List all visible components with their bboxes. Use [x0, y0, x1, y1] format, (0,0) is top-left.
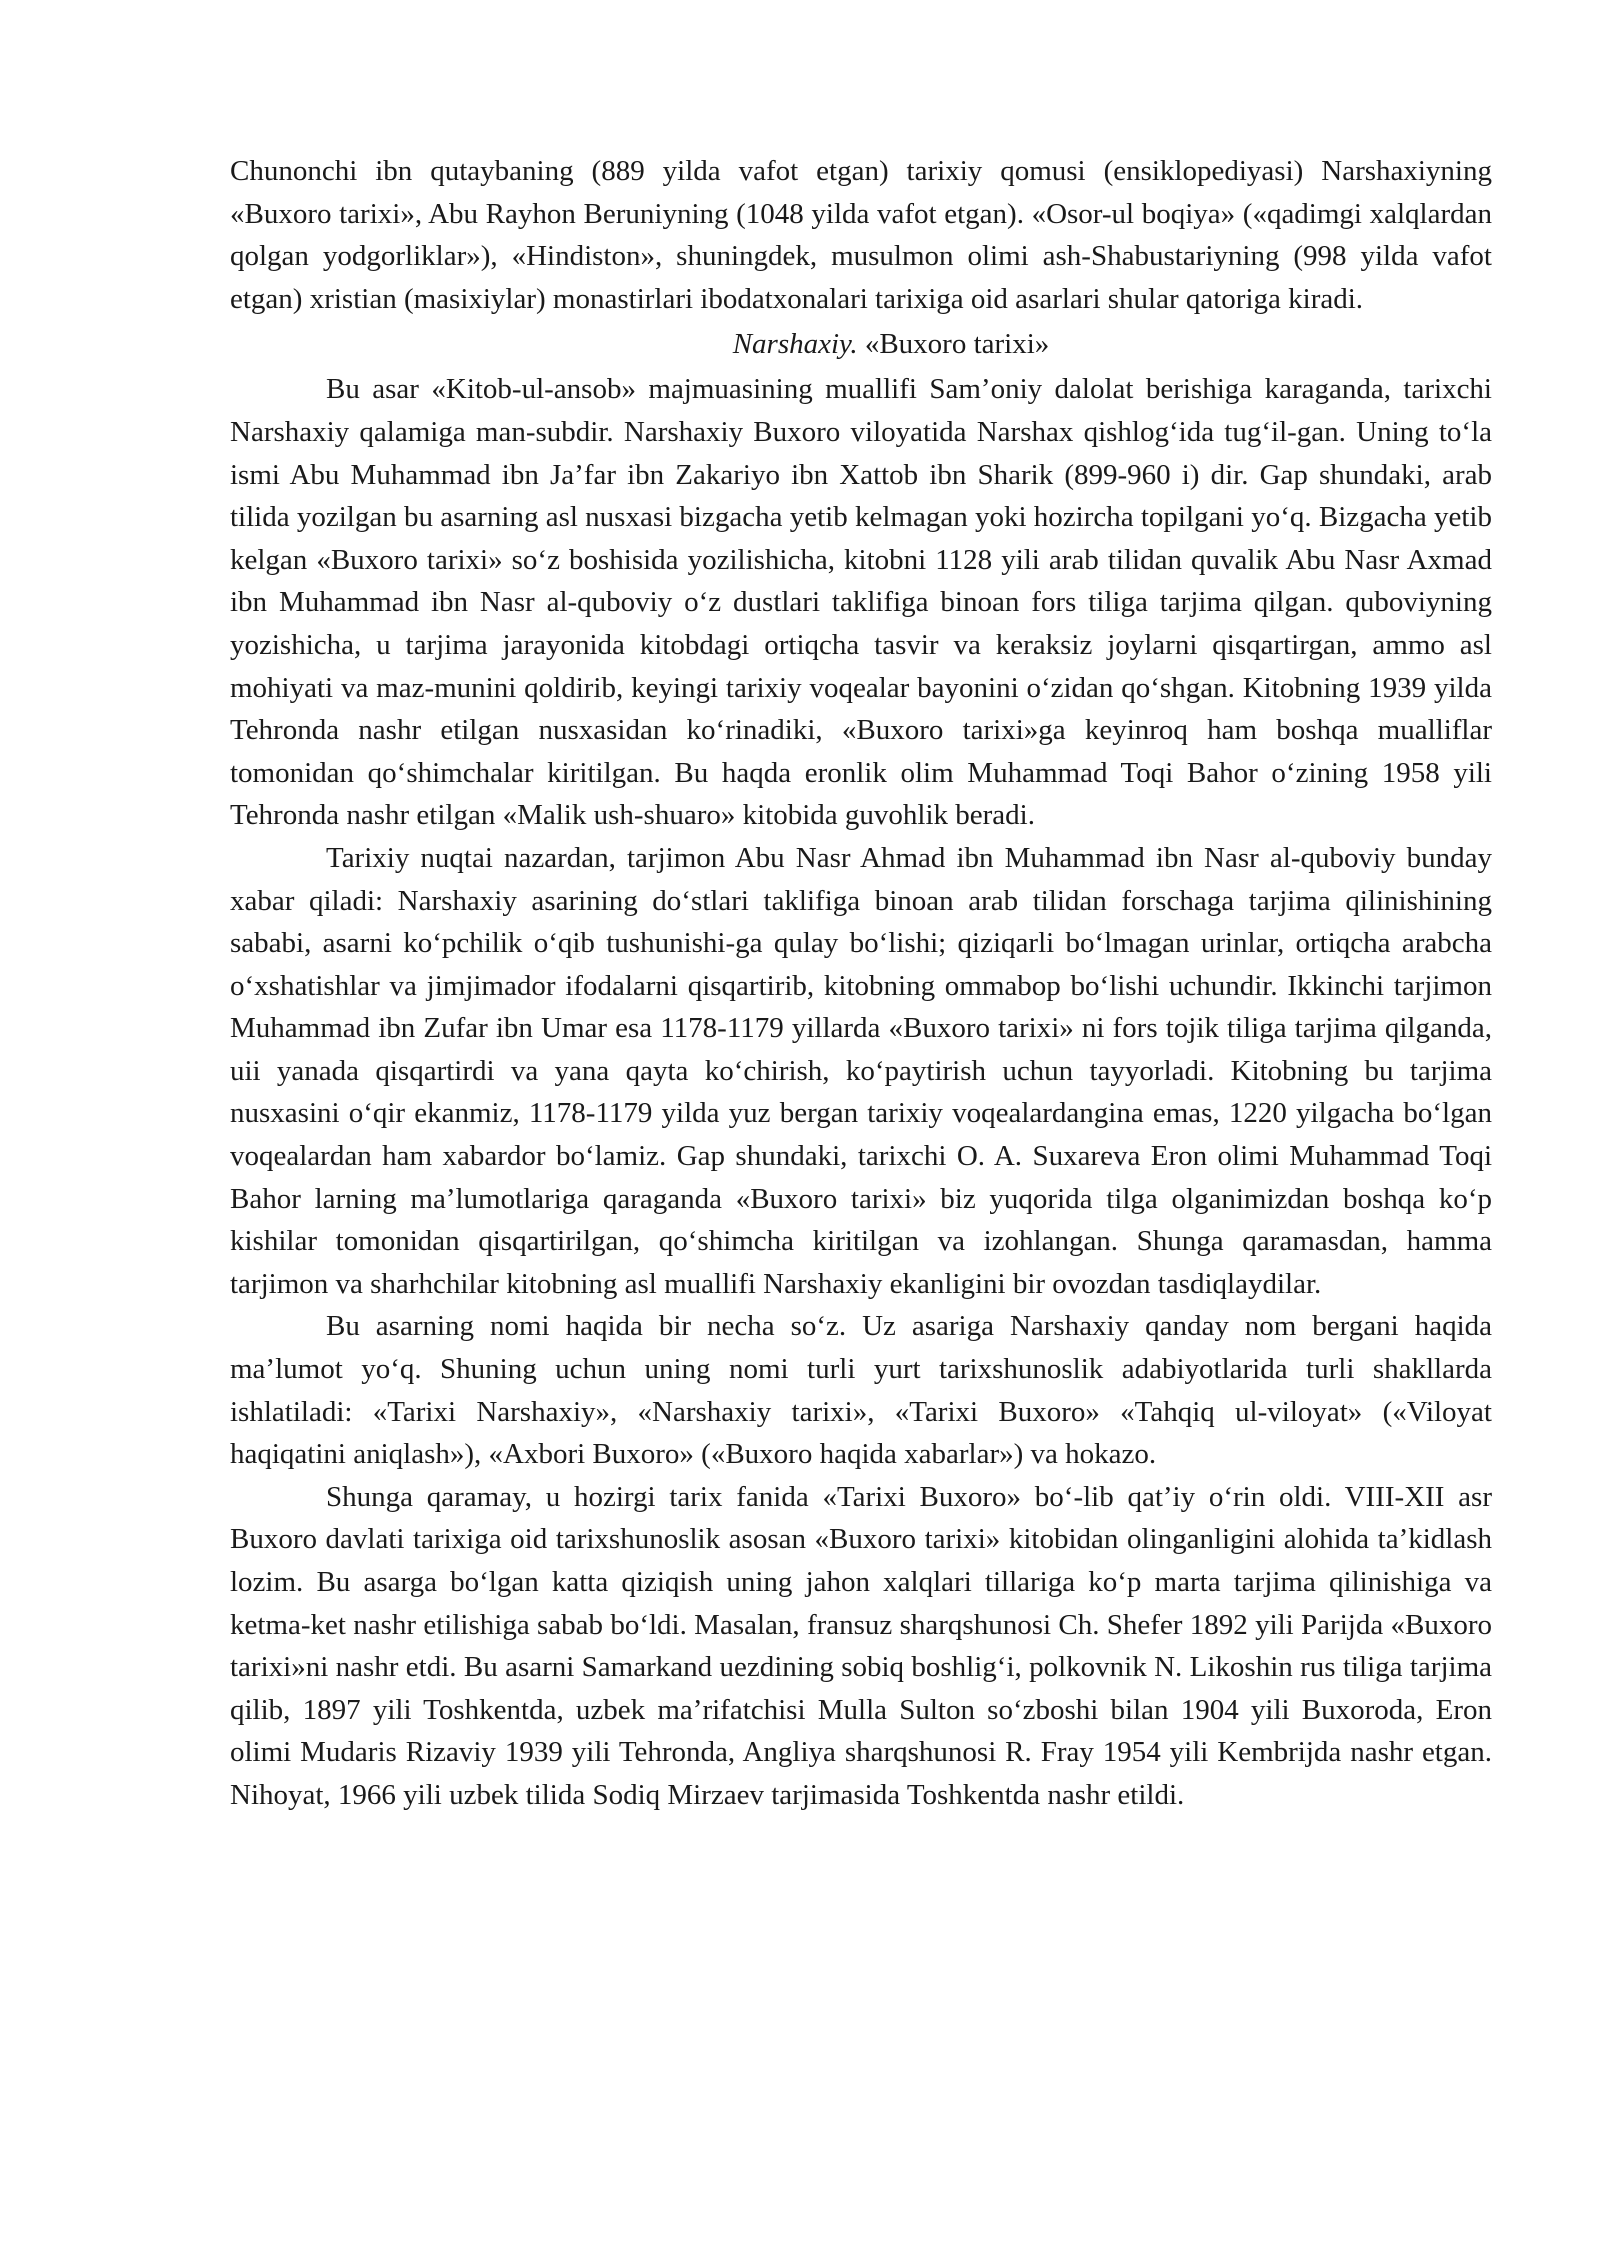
heading-title: «Buxoro tarixi»: [857, 328, 1050, 361]
intro-paragraph: Chunonchi ibn qutaybaning (889 yilda vafot etgan) tarixiy qomusi (ensiklopediyasi) Narshaxiyning «Buxoro tarixi», Abu Rayhon Beruniyning (1048 yilda vafot etgan). «Osor-ul boqiya» («qadimgi xalqlardan qolgan yodgorliklar»), «Hindiston», shuningdek, musulmon olimi ash-Shabustariyning (998 yilda vafot etgan) xristian (masixiylar) monastirlari ibodatxonalari tarixiga oid asarlari shular qatoriga kiradi.: [230, 155, 1492, 315]
document-page: [230, 150, 1492, 1817]
body-paragraph-4: Shunga qaramay, u hozirgi tarix fanida «Tarixi Buxoro» bo‘-lib qat’iy o‘rin oldi. VIII-XII asr Buxoro davlati tarixiga oid tarixshunoslik asosan «Buxoro tarixi» kitobidan olinganligini alohida ta’kidlash lozim. Bu asarga bo‘lgan katta qiziqish uning jahon xalqlari tillariga ko‘p marta tarjima qilinishiga va ketma-ket nashr etilishiga sabab bo‘ldi. Masalan, fransuz sharqshunosi Ch. Shefer 1892 yili Parijda «Buxoro tarixi»ni nashr etdi. Bu asarni Samarkand uezdining sobiq boshlig‘i, polkovnik N. Likoshin rus tiliga tarjima qilib, 1897 yili Toshkentda, uzbek ma’rifatchisi Mulla Sulton so‘zboshi bilan 1904 yili Buxoroda, Eron olimi Mudaris Rizaviy 1939 yili Tehronda, Angliya sharqshunosi R. Fray 1954 yili Kembrijda nashr etgan. Nihoyat, 1966 yili uzbek tilida Sodiq Mirzaev tarjimasida Toshkentda nashr etildi.: [230, 1480, 1492, 1811]
body-paragraph-3: Bu asarning nomi haqida bir necha so‘z. Uz asariga Narshaxiy qanday nom bergani haqida ma’lumot yo‘q. Shuning uchun uning nomi turli yurt tarixshunoslik adabiyotlarida turli shakllarda ishlatiladi: «Tarixi Narshaxiy», «Narshaxiy tarixi», «Tarixi Buxoro» «Tahqiq ul-viloyat» («Viloyat haqiqatini aniqlash»), «Axbori Buxoro» («Buxoro haqida xabarlar») va hokazo.: [230, 1310, 1492, 1471]
body-paragraph-1: Bu asar «Kitob-ul-ansob» majmuasining muallifi Sam’oniy dalolat berishiga karaganda, tarixchi Narshaxiy qalamiga man-subdir. Narshaxiy Buxoro viloyatida Narshax qishlog‘ida tug‘il-gan. Uning to‘la ismi Abu Muhammad ibn Ja’far ibn Zakariyo ibn Xattob ibn Sharik (899-960 i) dir. Gap shundaki, arab tilida yozilgan bu asarning asl nusxasi bizgacha yetib kelmagan yoki hozircha topilgani yo‘q. Bizgacha yetib kelgan «Buxoro tarixi» so‘z boshisida yozilishicha, kitobni 1128 yili arab tilidan quvalik Abu Nasr Axmad ibn Muhammad ibn Nasr al-quboviy o‘z dustlari taklifiga binoan fors tiliga tarjima qilgan. quboviyning yozishicha, u tarjima jarayonida kitobdagi ortiqcha tasvir va keraksiz joylarni qisqartirgan, ammo asl mohiyati va maz-munini qoldirib, keyingi tarixiy voqealar bayonini o‘zidan qo‘shgan. Kitobning 1939 yilda Tehronda nashr etilgan nusxasidan ko‘rinadiki, «Buxoro tarixi»ga keyinroq ham boshqa mualliflar tomonidan qo‘shimchalar kiritilgan. Bu haqda eronlik olim Muhammad Toqi Bahor o‘zining 1958 yili Tehronda nashr etilgan «Malik ush-shuaro» kitobida guvohlik beradi.: [230, 373, 1492, 832]
heading-author: Narshaxiy.: [732, 328, 858, 361]
section-heading: [230, 320, 1492, 368]
body-paragraph-2: Tarixiy nuqtai nazardan, tarjimon Abu Nasr Ahmad ibn Muhammad ibn Nasr al-quboviy bunday xabar qiladi: Narshaxiy asarining do‘stlari taklifiga binoan arab tilidan forschaga tarjima qilinishining sababi, asarni ko‘pchilik o‘qib tushunishi-ga qulay bo‘lishi; qiziqarli bo‘lmagan urinlar, ortiqcha arabcha o‘xshatishlar va jimjimador ifodalarni qisqartirib, kitobning ommabop bo‘lishi uchundir. Ikkinchi tarjimon Muhammad ibn Zufar ibn Umar esa 1178-1179 yillarda «Buxoro tarixi» ni fors tojik tiliga tarjima qilganda, uii yanada qisqartirdi va yana qayta ko‘chirish, ko‘paytirish uchun tayyorladi. Kitobning bu tarjima nusxasini o‘qir ekanmiz, 1178-1179 yilda yuz bergan tarixiy voqealardangina emas, 1220 yilgacha bo‘lgan voqealardan ham xabardor bo‘lamiz. Gap shundaki, tarixchi O. A. Suxareva Eron olimi Muhammad Toqi Bahor larning ma’lumotlariga qaraganda «Buxoro tarixi» biz yuqorida tilga olganimizdan boshqa ko‘p kishilar tomonidan qisqartirilgan, qo‘shimcha kiritilgan va izohlangan. Shunga qaramasdan, hamma tarjimon va sharhchilar kitobning asl muallifi Narshaxiy ekanligini bir ovozdan tasdiqlaydilar.: [230, 841, 1492, 1300]
